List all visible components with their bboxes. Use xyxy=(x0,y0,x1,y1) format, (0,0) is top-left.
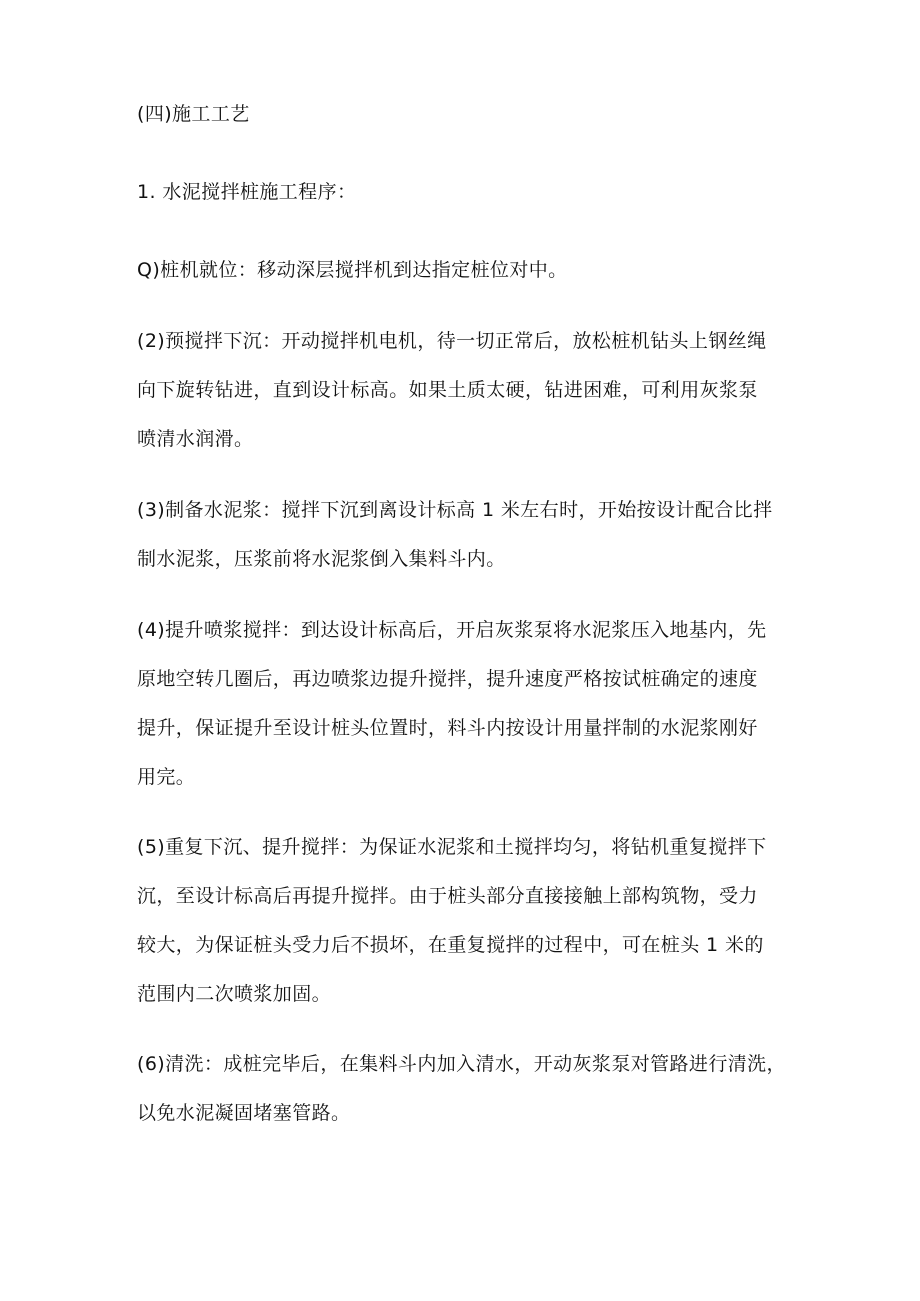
step-2-line-3: 喷清水润滑。 xyxy=(137,428,254,450)
section-heading: (四)施工工艺 xyxy=(137,103,250,125)
step-2-line-2: 向下旋转钻进，直到设计标高。如果土质太硬，钻进困难，可利用灰浆泵 xyxy=(137,379,758,401)
step-2-line-1: (2)预搅拌下沉：开动搅拌机电机，待一切正常后，放松桩机钻头上钢丝绳 xyxy=(137,330,767,352)
step-4-line-1: (4)提升喷浆搅拌：到达设计标高后，开启灰浆泵将水泥浆压入地基内，先 xyxy=(137,619,767,641)
step-4-line-4: 用完。 xyxy=(137,766,196,788)
step-1-line-1: Q)桩机就位：移动深层搅拌机到达指定桩位对中。 xyxy=(137,259,568,281)
procedure-subheading: 1. 水泥搅拌桩施工程序： xyxy=(137,181,357,203)
step-3-line-2: 制水泥浆，压浆前将水泥浆倒入集料斗内。 xyxy=(137,548,506,570)
step-5-line-1: (5)重复下沉、提升搅拌：为保证水泥浆和土搅拌均匀，将钻机重复搅拌下 xyxy=(137,836,767,858)
step-5-line-4: 范围内二次喷浆加固。 xyxy=(137,983,332,1005)
step-5-line-3: 较大，为保证桩头受力后不损坏，在重复搅拌的过程中，可在桩头 1 米的 xyxy=(137,934,764,956)
step-6-line-2: 以免水泥凝固堵塞管路。 xyxy=(137,1102,351,1124)
step-4-line-2: 原地空转几圈后，再边喷浆边提升搅拌，提升速度严格按试桩确定的速度 xyxy=(137,668,758,690)
step-3-line-1: (3)制备水泥浆：搅拌下沉到离设计标高 1 米左右时，开始按设计配合比拌 xyxy=(137,499,773,521)
step-5-line-2: 沉，至设计标高后再提升搅拌。由于桩头部分直接接触上部构筑物，受力 xyxy=(137,885,758,907)
step-4-line-3: 提升，保证提升至设计桩头位置时，料斗内按设计用量拌制的水泥浆刚好 xyxy=(137,717,758,739)
step-6-line-1: (6)清洗：成桩完毕后，在集料斗内加入清水，开动灰浆泵对管路进行清洗， xyxy=(137,1053,786,1075)
